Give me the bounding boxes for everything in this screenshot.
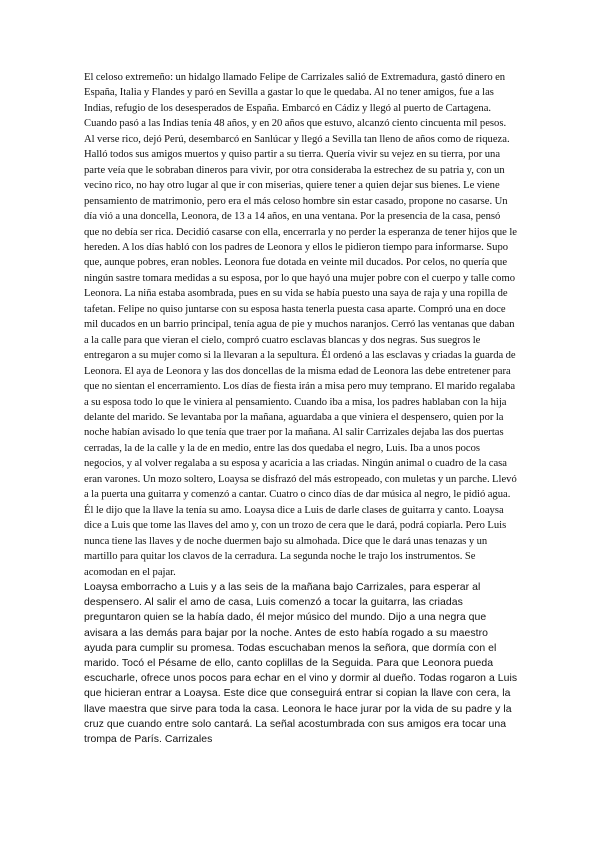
document-page bbox=[84, 70, 518, 747]
body-paragraph-sans: Loaysa emborracho a Luis y a las seis de la mañana bajo Carrizales, para esperar al despensero. Al salir el amo de casa, Luis comenzó a tocar la guitarra, las criadas preguntaron quien se la había dado, él mejor músico del mundo. Dijo a una negra que avisara a las demás para bajar por la noche. Antes de esto había rogado a su maestro ayuda para cumplir su promesa. Todas escuchaban menos la señora, que dormía con el marido. Tocó el Pésame de ello, canto coplillas de la Seguida. Para que Leonora pueda escucharle, ofrece unos pocos para echar en el vino y dormir al dueño. Todas rogaron a Luis que hicieran entrar a Loaysa. Este dice que conseguirá entrar si copian la llave con cera, la llave maestra que sirve para toda la casa. Leonora le hace jurar por la vida de su padre y la cruz que cuando entre solo cantará. La señal acostumbrada con sus amigos era tocar una trompa de París. Carrizales bbox=[84, 581, 518, 745]
body-paragraph-serif: El celoso extremeño: un hidalgo llamado Felipe de Carrizales salió de Extremadura, gastó dinero en España, Italia y Flandes y paró en Sevilla a gastar lo que le quedaba. Al no tener amigos, fue a las Indias, refugio de los desesperados de España. Embarcó en Cádiz y llegó al puerto de Cartagena. Cuando pasó a las Indias tenía 48 años, y en 20 años que estuvo, alcanzó ciento cincuenta mil pesos. Al verse rico, dejó Perú, desembarcó en Sanlúcar y llegó a Sevilla tan lleno de años como de riqueza. Halló todos sus amigos muertos y quiso partir a su tierra. Quería vivir su vejez en su tierra, por una parte veía que le sobraban dineros para vivir, por otra consideraba la estrechez de su patria y, con un vecino rico, no hay otro lugar al que ir con miserias, quiere tener a quien dejar sus bienes. Le viene pensamiento de matrimonio, pero era el más celoso hombre sin estar casado, propone no casarse. Un día vió a una doncella, Leonora, de 13 a 14 años, en una ventana. Por la presencia de la casa, pensó que no debía ser rica. Decidió casarse con ella, encerrarla y no perder la esperanza de tener hijos que le hereden. A los días habló con los padres de Leonora y ellos le pidieron tiempo para informarse. Supo que, aunque pobres, eran nobles. Leonora fue dotada en veinte mil ducados. Por celos, no quería que ningún sastre tomara medidas a su esposa, por lo que hayó una mujer pobre con el cuerpo y talle como Leonora. La niña estaba asombrada, pues en su vida se había puesto una saya de raja y una ropilla de tafetan. Felipe no quiso juntarse con su esposa hasta tenerla puesta casa aparte. Compró una en doce mil ducados en un barrio principal, tenía agua de pie y muchos naranjos. Cerró las ventanas que daban a la calle para que vieran el cielo, compró cuatro esclavas blancas y dos negras. Sus suegros le entregaron a su mujer como si la llevaran a la sepultura. Él ordenó a las esclavas y criadas la guarda de Leonora. El aya de Leonora y las dos doncellas de la misma edad de Leonora las debe entretener para que no sientan el encerramiento. Los días de fiesta irán a misa pero muy temprano. El marido regalaba a su esposa todo lo que le viniera al pensamiento. Cuando iba a misa, los padres hablaban con la hija delante del marido. Se levantaba por la mañana, aguardaba a que viniera el despensero, quien por la noche habían avisado lo que tenía que traer por la mañana. Al salir Carrizales dejaba las dos puertas cerradas, la de la calle y la de en medio, entre las dos quedaba el negro, Luis. Iba a unos pocos negocios, y al volver regalaba a su esposa y acaricia a las criadas. Ningún animal o cuadro de la casa eran varones. Un mozo soltero, Loaysa se disfrazó del más estropeado, con muletas y un parche. Llevó a la puerta una guitarra y comenzó a cantar. Cuatro o cinco días de dar música al negro, le pidió agua. Él le dijo que la llave la tenía su amo. Loaysa dice a Luis de darle clases de guitarra y canto. Loaysa dice a Luis que tome las llaves del amo y, con un trozo de cera que le dará, podrá copiarla. Pero Luis nunca tiene las llaves y de noche duermen bajo su almohada. Dice que le dará unas tenazas y un martillo para quitar los clavos de la cerradura. La segunda noche le trajo los instrumentos. Se acomodan en el pajar. bbox=[84, 72, 517, 578]
